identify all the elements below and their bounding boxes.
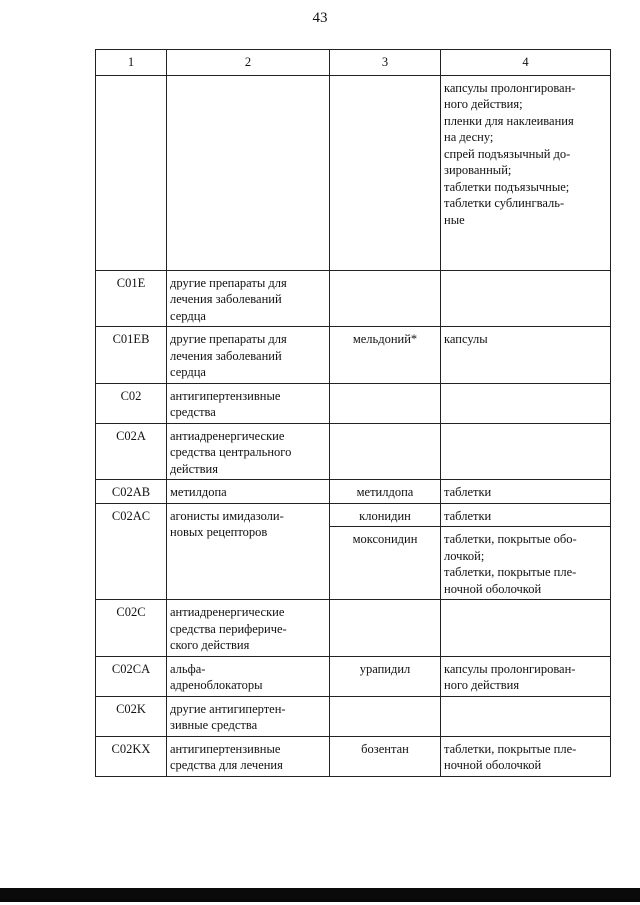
group-cell [167,327,330,384]
group-line: ского действия [170,638,250,652]
group-line: антигипертензивные [170,388,281,403]
group-cell [167,75,330,270]
code-cell: C02AC [96,503,167,600]
forms-cell [441,736,611,776]
code-cell: C02KX [96,736,167,776]
form-line: таблетки [444,508,492,523]
code-cell: C02C [96,600,167,657]
group-line: действия [170,461,218,476]
group-line: другие препараты для [170,275,287,290]
inn-cell: моксонидин [330,527,441,600]
group-cell [167,423,330,480]
header-cell-4: 4 [441,50,611,76]
forms-cell [441,327,611,384]
table-row [96,327,611,384]
code-cell: C01EB [96,327,167,384]
group-cell [167,270,330,327]
form-line: лочкой; [444,548,485,563]
table-row [96,480,611,504]
form-line: пленки для наклеивания [444,113,574,128]
group-line: антигипертензивные [170,741,281,756]
table-row [96,270,611,327]
group-line: другие препараты для [170,332,287,346]
group-line: лечения заболеваний [170,292,282,306]
group-cell [167,736,330,776]
forms-cell [441,480,611,504]
form-line: таблетки подъязычные; [444,179,570,194]
group-line: метилдопа [170,485,227,499]
form-line: таблетки, покрытые пле- [444,741,577,756]
drug-table [95,49,611,777]
group-line: средства для лечения [170,758,283,772]
forms-cell [441,696,611,736]
form-line: таблетки сублингваль- [444,196,565,210]
form-line: капсулы пролонгирован- [444,661,576,676]
group-line: сердца [170,365,206,379]
group-line: сердца [170,308,206,323]
inn-cell: метилдопа [330,480,441,504]
forms-cell [441,600,611,657]
inn-cell [330,600,441,657]
form-line: спрей подъязычный до- [444,146,571,161]
inn-cell [330,270,441,327]
group-cell [167,383,330,423]
forms-cell [441,503,611,527]
forms-cell [441,656,611,696]
form-line: ного действия; [444,97,523,111]
group-line: средства [170,405,216,419]
code-cell: C02A [96,423,167,480]
group-line: лечения заболеваний [170,348,282,363]
group-line: адреноблокаторы [170,678,263,692]
form-line: таблетки [444,485,492,499]
form-line: таблетки, покрытые пле- [444,565,577,579]
form-line: ного действия [444,678,520,692]
table-row [96,503,611,527]
code-cell: C02K [96,696,167,736]
inn-cell [330,696,441,736]
group-line: новых рецепторов [170,525,268,539]
table-row [96,696,611,736]
group-cell [167,480,330,504]
forms-cell [441,270,611,327]
group-line: антиадренергические [170,428,285,443]
inn-cell: клонидин [330,503,441,527]
forms-cell [441,527,611,600]
group-line: агонисты имидазоли- [170,508,284,523]
table-row [96,423,611,480]
form-line: зированный; [444,163,512,177]
group-line: средства центрального [170,445,292,459]
inn-cell [330,383,441,423]
bottom-scan-bar [0,888,640,902]
group-line: антиадренергические [170,605,285,619]
inn-cell: бозентан [330,736,441,776]
inn-cell: мельдоний* [330,327,441,384]
form-line: ночной оболочкой [444,581,542,596]
group-line: зивные средства [170,718,258,732]
header-row [96,50,611,76]
form-line: капсулы [444,332,488,346]
forms-cell [441,383,611,423]
code-cell: C02AB [96,480,167,504]
header-cell-1: 1 [96,50,167,76]
inn-cell [330,423,441,480]
form-line: ные [444,212,465,227]
code-cell: C02 [96,383,167,423]
header-cell-3: 3 [330,50,441,76]
continuation-row [96,75,611,270]
group-cell [167,656,330,696]
forms-cell [441,75,611,270]
forms-cell [441,423,611,480]
header-cell-2: 2 [167,50,330,76]
group-cell [167,600,330,657]
group-line: другие антигипертен- [170,701,286,716]
form-line: на десну; [444,130,494,144]
form-line: таблетки, покрытые обо- [444,532,577,546]
inn-cell: урапидил [330,656,441,696]
table-row [96,656,611,696]
group-line: средства перифериче- [170,621,287,636]
form-line: капсулы пролонгирован- [444,80,576,95]
group-cell [167,696,330,736]
code-cell [96,75,167,270]
table-row [96,600,611,657]
group-cell [167,503,330,600]
code-cell: C01E [96,270,167,327]
group-line: альфа- [170,661,206,676]
form-line: ночной оболочкой [444,758,542,772]
code-cell: C02CA [96,656,167,696]
table-row [96,736,611,776]
inn-cell [330,75,441,270]
table-row [96,383,611,423]
page-number: 43 [312,10,328,26]
